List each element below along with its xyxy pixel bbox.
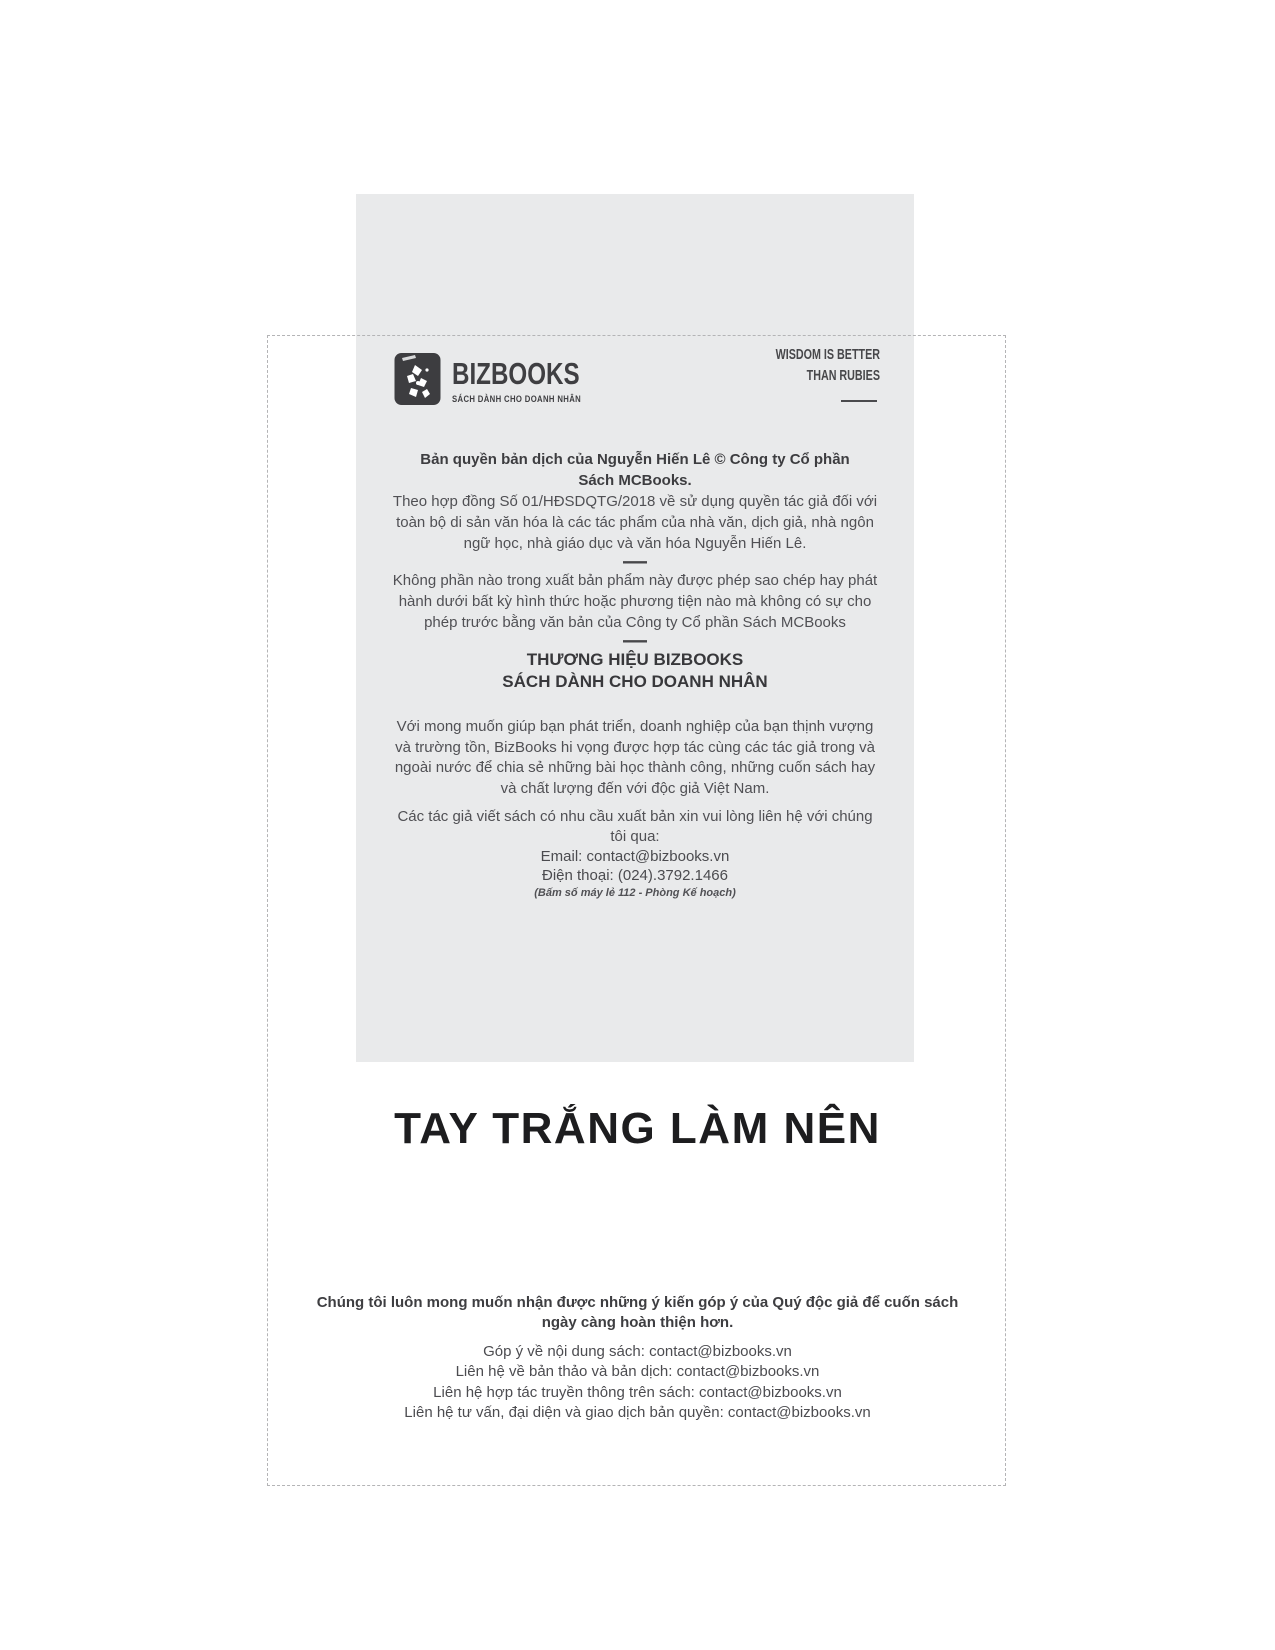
feedback-contact-list xyxy=(0,1342,1275,1424)
brand-header xyxy=(386,347,884,407)
panel-content xyxy=(356,194,914,900)
brand-slogan xyxy=(739,345,880,402)
feedback-line: Liên hệ hợp tác truyền thông trên sách: contact@bizbooks.vn xyxy=(433,1383,842,1401)
slogan-rule xyxy=(841,400,877,402)
bizbooks-logo xyxy=(394,352,616,407)
book-title: TAY TRẮNG LÀM NÊN xyxy=(394,1104,881,1153)
mission-statement: Với mong muốn giúp bạn phát triển, doanh nghiệp của bạn thịnh vượng và trường tồn, BizBooks hi vọng được hợp tác cùng các tác giả trong và ngoài nước để chia sẻ những bài học thành công, những cuốn sách hay và chất lượng đến với độc giả Việt Nam. xyxy=(394,718,876,797)
brand-heading-line-1: THƯƠNG HIỆU BIZBOOKS xyxy=(526,650,744,669)
logo-text-block xyxy=(452,352,616,407)
phone-extension-note: (Bấm số máy lẻ 112 - Phòng Kế hoạch) xyxy=(534,887,736,899)
feedback-line: Góp ý về nội dung sách: contact@bizbooks.vn xyxy=(483,1343,792,1360)
brand-heading-line-2: SÁCH DÀNH CHO DOANH NHÂN xyxy=(502,672,768,691)
legal-text-column xyxy=(386,449,884,900)
no-reproduction-notice: Không phần nào trong xuất bản phẩm này được phép sao chép hay phát hành dưới bất kỳ hình thức hoặc phương tiện nào mà không có sự cho phép trước bằng văn bản của Công ty Cổ phần Sách MCBooks xyxy=(392,572,878,631)
contact-email: Email: contact@bizbooks.vn xyxy=(540,848,730,865)
feedback-intro-line-1: Chúng tôi luôn mong muốn nhận được những ý kiến góp ý của Quý độc giả để cuốn sách xyxy=(316,1294,959,1311)
separator-dash: — xyxy=(623,548,647,575)
authors-invite: Các tác giả viết sách có nhu cầu xuất bản xin vui lòng liên hệ với chúng tôi qua: xyxy=(397,808,873,845)
logo-tagline: SÁCH DÀNH CHO DOANH NHÂN xyxy=(452,394,582,404)
logo-wordmark: BIZBOOKS xyxy=(452,356,580,391)
contact-phone: Điện thoại: (024).3792.1466 xyxy=(542,867,728,884)
slogan-text xyxy=(776,345,880,387)
copyright-contract: Theo hợp đồng Số 01/HĐSDQTG/2018 về sử dụng quyền tác giả đối với toàn bộ di sản văn hóa là các tác phẩm của nhà văn, dịch giả, nhà ngôn ngữ học, nhà giáo dục và văn hóa Nguyễn Hiến Lê. xyxy=(392,493,878,552)
slogan-line-1: WISDOM IS BETTER xyxy=(775,347,880,363)
feedback-line: Liên hệ về bản thảo và bản dịch: contact@bizbooks.vn xyxy=(455,1363,820,1381)
book-logo-icon xyxy=(394,352,441,406)
feedback-intro-line-2: ngày càng hoàn thiện hơn. xyxy=(541,1314,734,1331)
feedback-block xyxy=(0,1293,1275,1424)
feedback-line: Liên hệ tư vấn, đại diện và giao dịch bản quyền: contact@bizbooks.vn xyxy=(404,1404,871,1422)
slogan-line-2: THAN RUBIES xyxy=(806,368,880,384)
copyright-statement: Bản quyền bản dịch của Nguyễn Hiến Lê © Công ty Cổ phần Sách MCBooks. xyxy=(420,451,850,489)
separator-dash: — xyxy=(623,627,647,654)
